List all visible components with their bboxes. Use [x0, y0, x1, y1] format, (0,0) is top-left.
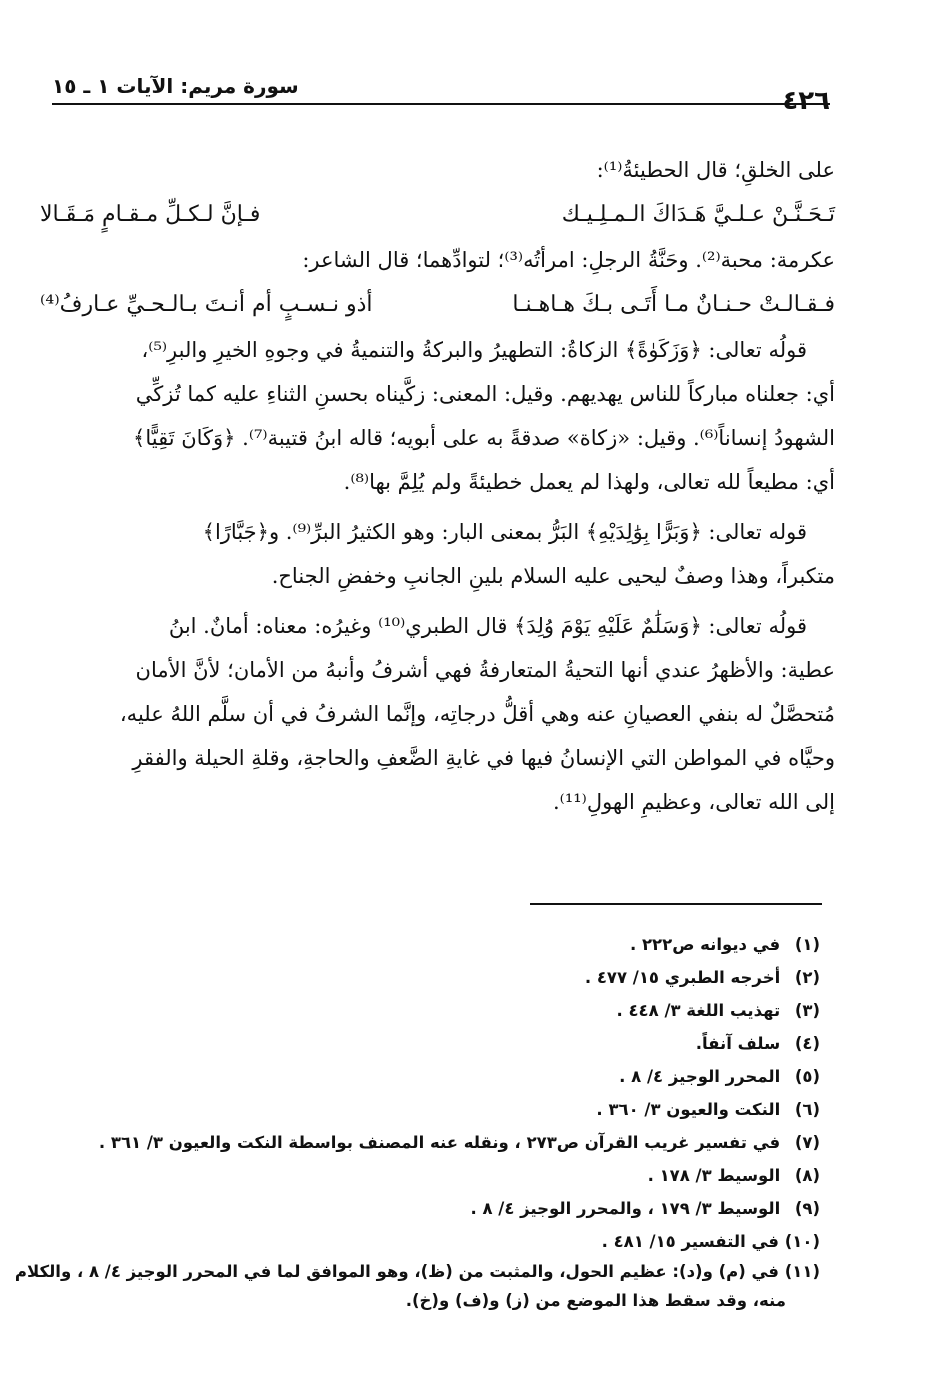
- paragraph-line: إلى الله تعالى، وعظيمِ الهولِ⁽¹¹⁾.: [552, 790, 835, 814]
- paragraph-line: قولُه تعالى: ﴿وَسَلَٰمٌ عَلَيْهِ يَوْمَ وُلِدَ﴾ قال الطبري⁽¹⁰⁾ وغيرُه: معناه: أمانٌ. ابنُ: [168, 614, 807, 638]
- verse-line: [40, 192, 835, 238]
- footnote-text: تهذيب اللغة ٣/ ٤٤٨ .: [616, 1001, 781, 1020]
- paragraph-line: أي: مطيعاً لله تعالى، ولهذا لم يعمل خطيئةً ولم يُلِمَّ بها⁽⁸⁾.: [343, 470, 835, 494]
- footnote: [40, 994, 820, 1027]
- footnotes: [14, 928, 820, 1316]
- footnote-number: (١١): [784, 1262, 820, 1281]
- verse-line: [40, 282, 835, 328]
- page-number: ٤٢٦: [782, 86, 830, 116]
- running-title: سورة مريم: الآيات ١ ـ ١٥: [52, 74, 299, 98]
- paragraph-line: قوله تعالى: ﴿وَبَرًّا بِوَٰلِدَيْهِ﴾ البَرُّ بمعنى البار: وهو الكثيرُ البرِّ⁽⁹⁾. و﴿جَبَّارًا﴾: [202, 520, 807, 544]
- paragraph-line: أي: جعلناه مباركاً للناس يهديهم. وقيل: المعنى: زكَّيناه بحسنِ الثناءِ عليه كما تُزكِّي: [135, 382, 835, 406]
- footnote-number: (٩): [794, 1199, 820, 1218]
- paragraph-line: قولُه تعالى: ﴿وَزَكَوٰةً﴾ الزكاةُ: التطهيرُ والبركةُ والتنميةُ في وجوهِ الخيرِ والبرِ⁽⁵⁾،: [141, 338, 807, 362]
- footnote: [40, 1225, 820, 1258]
- header-divider: [52, 103, 830, 105]
- paragraph-line: الشهودُ إنساناً⁽⁶⁾. وقيل: «زكاة» صدقةً به على أبويه؛ قاله ابنُ قتيبة⁽⁷⁾. ﴿وَكَانَ تَقِيًّا﴾: [133, 426, 835, 450]
- paragraph-line: وحيَّاه في المواطن التي الإنسانُ فيها في غايةِ الضَّعفِ والحاجةِ، وقلةِ الحيلة والفقرِ: [132, 746, 835, 770]
- footnote: [40, 1159, 820, 1192]
- footnote-number: (٧): [794, 1133, 820, 1152]
- footnote-text: الوسيط ٣/ ١٧٨ .: [647, 1166, 781, 1185]
- footnote: [40, 961, 820, 994]
- footnote: [40, 1126, 820, 1159]
- verse-second-hemistich: فـإنَّ لـكـلِّ مـقـامٍ مَـقَـالا: [40, 202, 261, 227]
- text-line: عكرمة: محبة⁽²⁾. وحَنَّةُ الرجلِ: امرأتُه⁽³⁾؛ لتوادِّهما؛ قال الشاعر:: [302, 248, 835, 272]
- footnote-divider: [530, 903, 822, 905]
- footnote: [14, 1258, 820, 1286]
- footnote-continuation: منه، وقد سقط هذا الموضع من (ز) و(ف) و(خ).: [405, 1291, 786, 1310]
- main-text: [40, 148, 835, 824]
- footnote-number: (٤): [794, 1034, 820, 1053]
- paragraph-line: عطية: والأظهرُ عندي أنها التحيةُ المتعارفةُ فهي أشرفُ وأنبهُ من الأمان؛ لأنَّ الأمان: [135, 658, 835, 682]
- verse-first-hemistich: فـقـالـتْ حـنـانٌ مـا أَتَـى بـكَ هـاهـنـا: [512, 292, 835, 317]
- footnote-number: (٢): [794, 968, 820, 987]
- footnote-number: (٨): [794, 1166, 820, 1185]
- footnote-number: (٦): [794, 1100, 820, 1119]
- paragraph-line: متكبراً، وهذا وصفٌ ليحيى عليه السلام بلينِ الجانبِ وخفضِ الجناح.: [271, 564, 835, 588]
- page-header: [52, 66, 830, 116]
- footnote: [40, 1192, 820, 1225]
- footnote-text: في (م) و(د): عظيم الحول، والمثبت من (ظ)، وهو الموافق لما في المحرر الوجيز ٤/ ٨ ، والكلام: [14, 1262, 779, 1281]
- footnote-text: سلف آنفاً.: [695, 1034, 781, 1053]
- footnote: [40, 1093, 820, 1126]
- footnote: [40, 1060, 820, 1093]
- footnote-text: المحرر الوجيز ٤/ ٨ .: [619, 1067, 781, 1086]
- verse-first-hemistich: تَـحَـنَّـنْ عـلـيَّ هَـدَاكَ الـمـلِـيـك: [561, 202, 835, 227]
- footnote-text: أخرجه الطبري ١٥/ ٤٧٧ .: [584, 968, 781, 987]
- footnote-text: النكت والعيون ٣/ ٣٦٠ .: [596, 1100, 781, 1119]
- text-line: على الخلقِ؛ قال الحطيئةُ⁽¹⁾:: [596, 158, 835, 182]
- footnote: [40, 1027, 820, 1060]
- footnote-number: (٥): [794, 1067, 820, 1086]
- footnote: [40, 928, 820, 961]
- footnote-text: في تفسير غريب القرآن ص٢٧٣ ، ونقله عنه المصنف بواسطة النكت والعيون ٣/ ٣٦١ .: [98, 1133, 781, 1152]
- footnote-number: (٣): [794, 1001, 820, 1020]
- verse-second-hemistich: أذو نـسـبٍ أم أنـتَ بـالـحـيِّ عـارفُ⁽⁴⁾: [40, 292, 373, 317]
- footnote-number: (١): [794, 935, 820, 954]
- footnote-text: الوسيط ٣/ ١٧٩ ، والمحرر الوجيز ٤/ ٨ .: [470, 1199, 781, 1218]
- paragraph-line: مُتحصَّلٌ له بنفي العصيانِ عنه وهي أقلُّ درجاتِه، وإنَّما الشرفُ في أن سلَّم اللهُ عليه،: [119, 702, 835, 726]
- footnote-number: (١٠): [784, 1232, 820, 1251]
- footnote-text: في ديوانه ص٢٢٢ .: [629, 935, 781, 954]
- footnote-text: في التفسير ١٥/ ٤٨١ .: [601, 1232, 779, 1251]
